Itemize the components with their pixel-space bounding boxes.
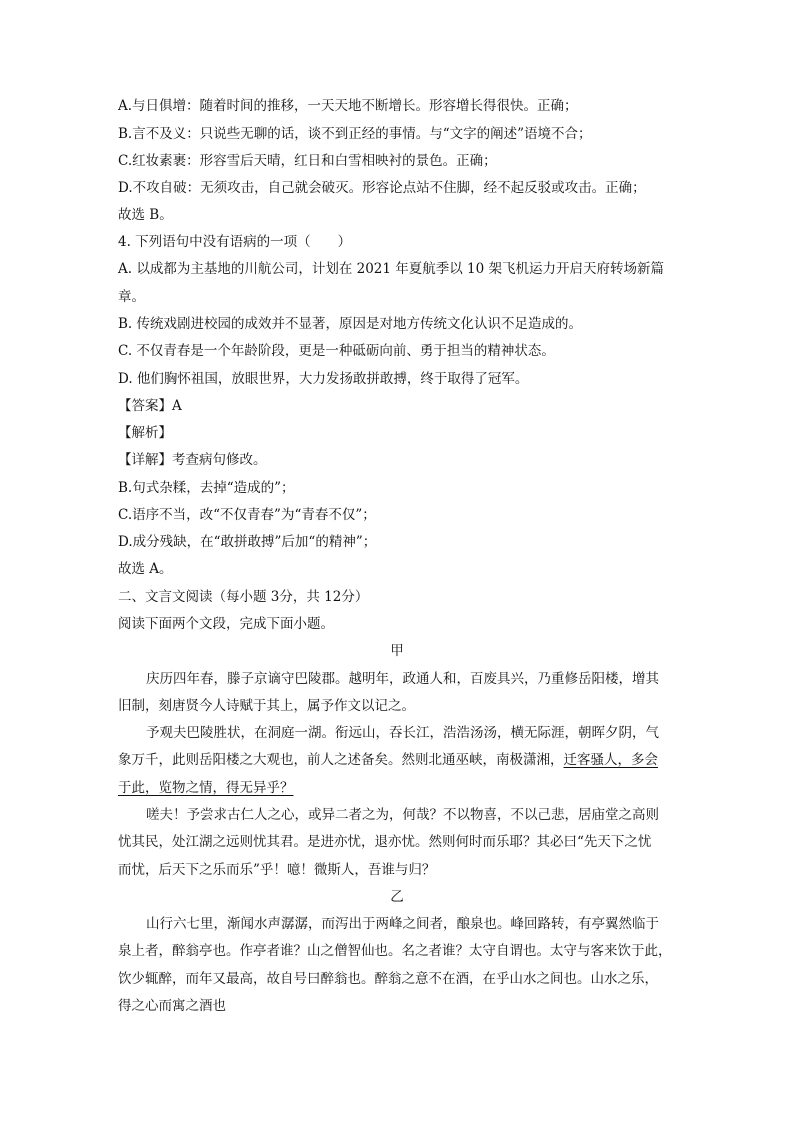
fix-c: C.语序不当，改“不仅青春”为“青春不仅”； [118, 507, 376, 523]
passage-jia-p2-l2 [118, 750, 678, 770]
section-instruction: 阅读下面两个文段，完成下面小题。 [118, 616, 334, 632]
question-4-option-a: A. 以成都为主基地的川航公司，计划在 2021 年夏航季以 10 架飞机运力开启天府转场新篇 [118, 261, 665, 277]
question-4-stem: 4. 下列语句中没有语病的一项（ ） [118, 234, 352, 250]
section-heading: 二、文言文阅读（每小题 3分，共 12分） [118, 589, 369, 605]
passage-jia-p3-l1: 嗟夫！予尝求古仁人之心，或异二者之为，何哉？不以物喜，不以己悲，居庙堂之高则 [146, 807, 659, 823]
answer-label: 【答案】A [118, 398, 182, 414]
passage-jia-title: 甲 [390, 643, 404, 659]
answer-conclusion-2: 故选 A。 [118, 561, 173, 577]
passage-yi-p1-l3: 饮少辄醉，而年又最高，故自号曰醉翁也。醉翁之意不在酒，在乎山水之间也。山水之乐， [118, 971, 658, 987]
fix-b: B.句式杂糅，去掉“造成的”； [118, 480, 295, 496]
passage-yi-p1-l4: 得之心而寓之酒也 [118, 998, 226, 1014]
detail-label: 【详解】考查病句修改。 [118, 452, 267, 468]
passage-jia-p3-l2: 忧其民，处江湖之远则忧其君。是进亦忧，退亦忧。然则何时而乐耶？其必曰“先天下之忧 [118, 834, 652, 850]
fix-d: D.成分残缺，在“敢拼敢搏”后加“的精神”； [118, 534, 377, 550]
passage-jia-p1-l2: 旧制，刻唐贤今人诗赋于其上，属予作文以记之。 [118, 698, 415, 714]
question-4-option-c: C. 不仅青春是一个年龄阶段，更是一种砥砺向前、勇于担当的精神状态。 [118, 343, 555, 359]
option-a-analysis: A.与日俱增：随着时间的推移，一天天地不断增长。形容增长得很快。正确； [118, 98, 578, 114]
answer-conclusion-1: 故选 B。 [118, 207, 173, 223]
passage-jia-p3-l3: 而忧，后天下之乐而乐”乎！噫！微斯人，吾谁与归？ [118, 862, 436, 878]
question-4-option-a-cont: 章。 [118, 289, 145, 305]
passage-yi-p1-l1: 山行六七里，渐闻水声潺潺，而泻出于两峰之间者，酿泉也。峰回路转，有亭翼然临于 [146, 916, 659, 932]
passage-jia-p2-l2-text: 象万千，此则岳阳楼之大观也，前人之述备矣。然则北通巫峡，南极潇湘， [118, 752, 564, 768]
passage-jia-p2-l1: 予观夫巴陵胜状，在洞庭一湖。衔远山，吞长江，浩浩汤汤，横无际涯，朝晖夕阴，气 [146, 725, 659, 741]
option-c-analysis: C.红妆素裹：形容雪后天晴，红日和白雪相映衬的景色。正确； [118, 153, 497, 169]
question-4-option-b: B. 传统戏剧进校园的成效并不显著，原因是对地方传统文化认识不足造成的。 [118, 316, 583, 332]
question-4-option-d: D. 他们胸怀祖国，放眼世界，大力发扬敢拼敢搏，终于取得了冠军。 [118, 371, 529, 387]
underlined-sentence-part-1: 迁客骚人，多会 [563, 752, 658, 768]
passage-jia-p1-l1: 庆历四年春，滕子京谪守巴陵郡。越明年，政通人和，百废具兴，乃重修岳阳楼，增其 [146, 671, 659, 687]
passage-yi-title: 乙 [390, 889, 404, 905]
passage-yi-p1-l2: 泉上者，醉翁亭也。作亭者谁？山之僧智仙也。名之者谁？太守自谓也。太守与客来饮于此， [118, 943, 672, 959]
option-d-analysis: D.不攻自破：无须攻击，自己就会破灭。形容论点站不住脚，经不起反驳或攻击。正确； [118, 180, 646, 196]
underlined-sentence-part-2: 于此，览物之情，得无异乎？ [118, 780, 294, 796]
analysis-label: 【解析】 [118, 425, 172, 441]
passage-jia-p2-l3 [118, 778, 678, 798]
option-b-analysis: B.言不及义：只说些无聊的话，谈不到正经的事情。与“文字的阐述”语境不合； [118, 126, 592, 142]
